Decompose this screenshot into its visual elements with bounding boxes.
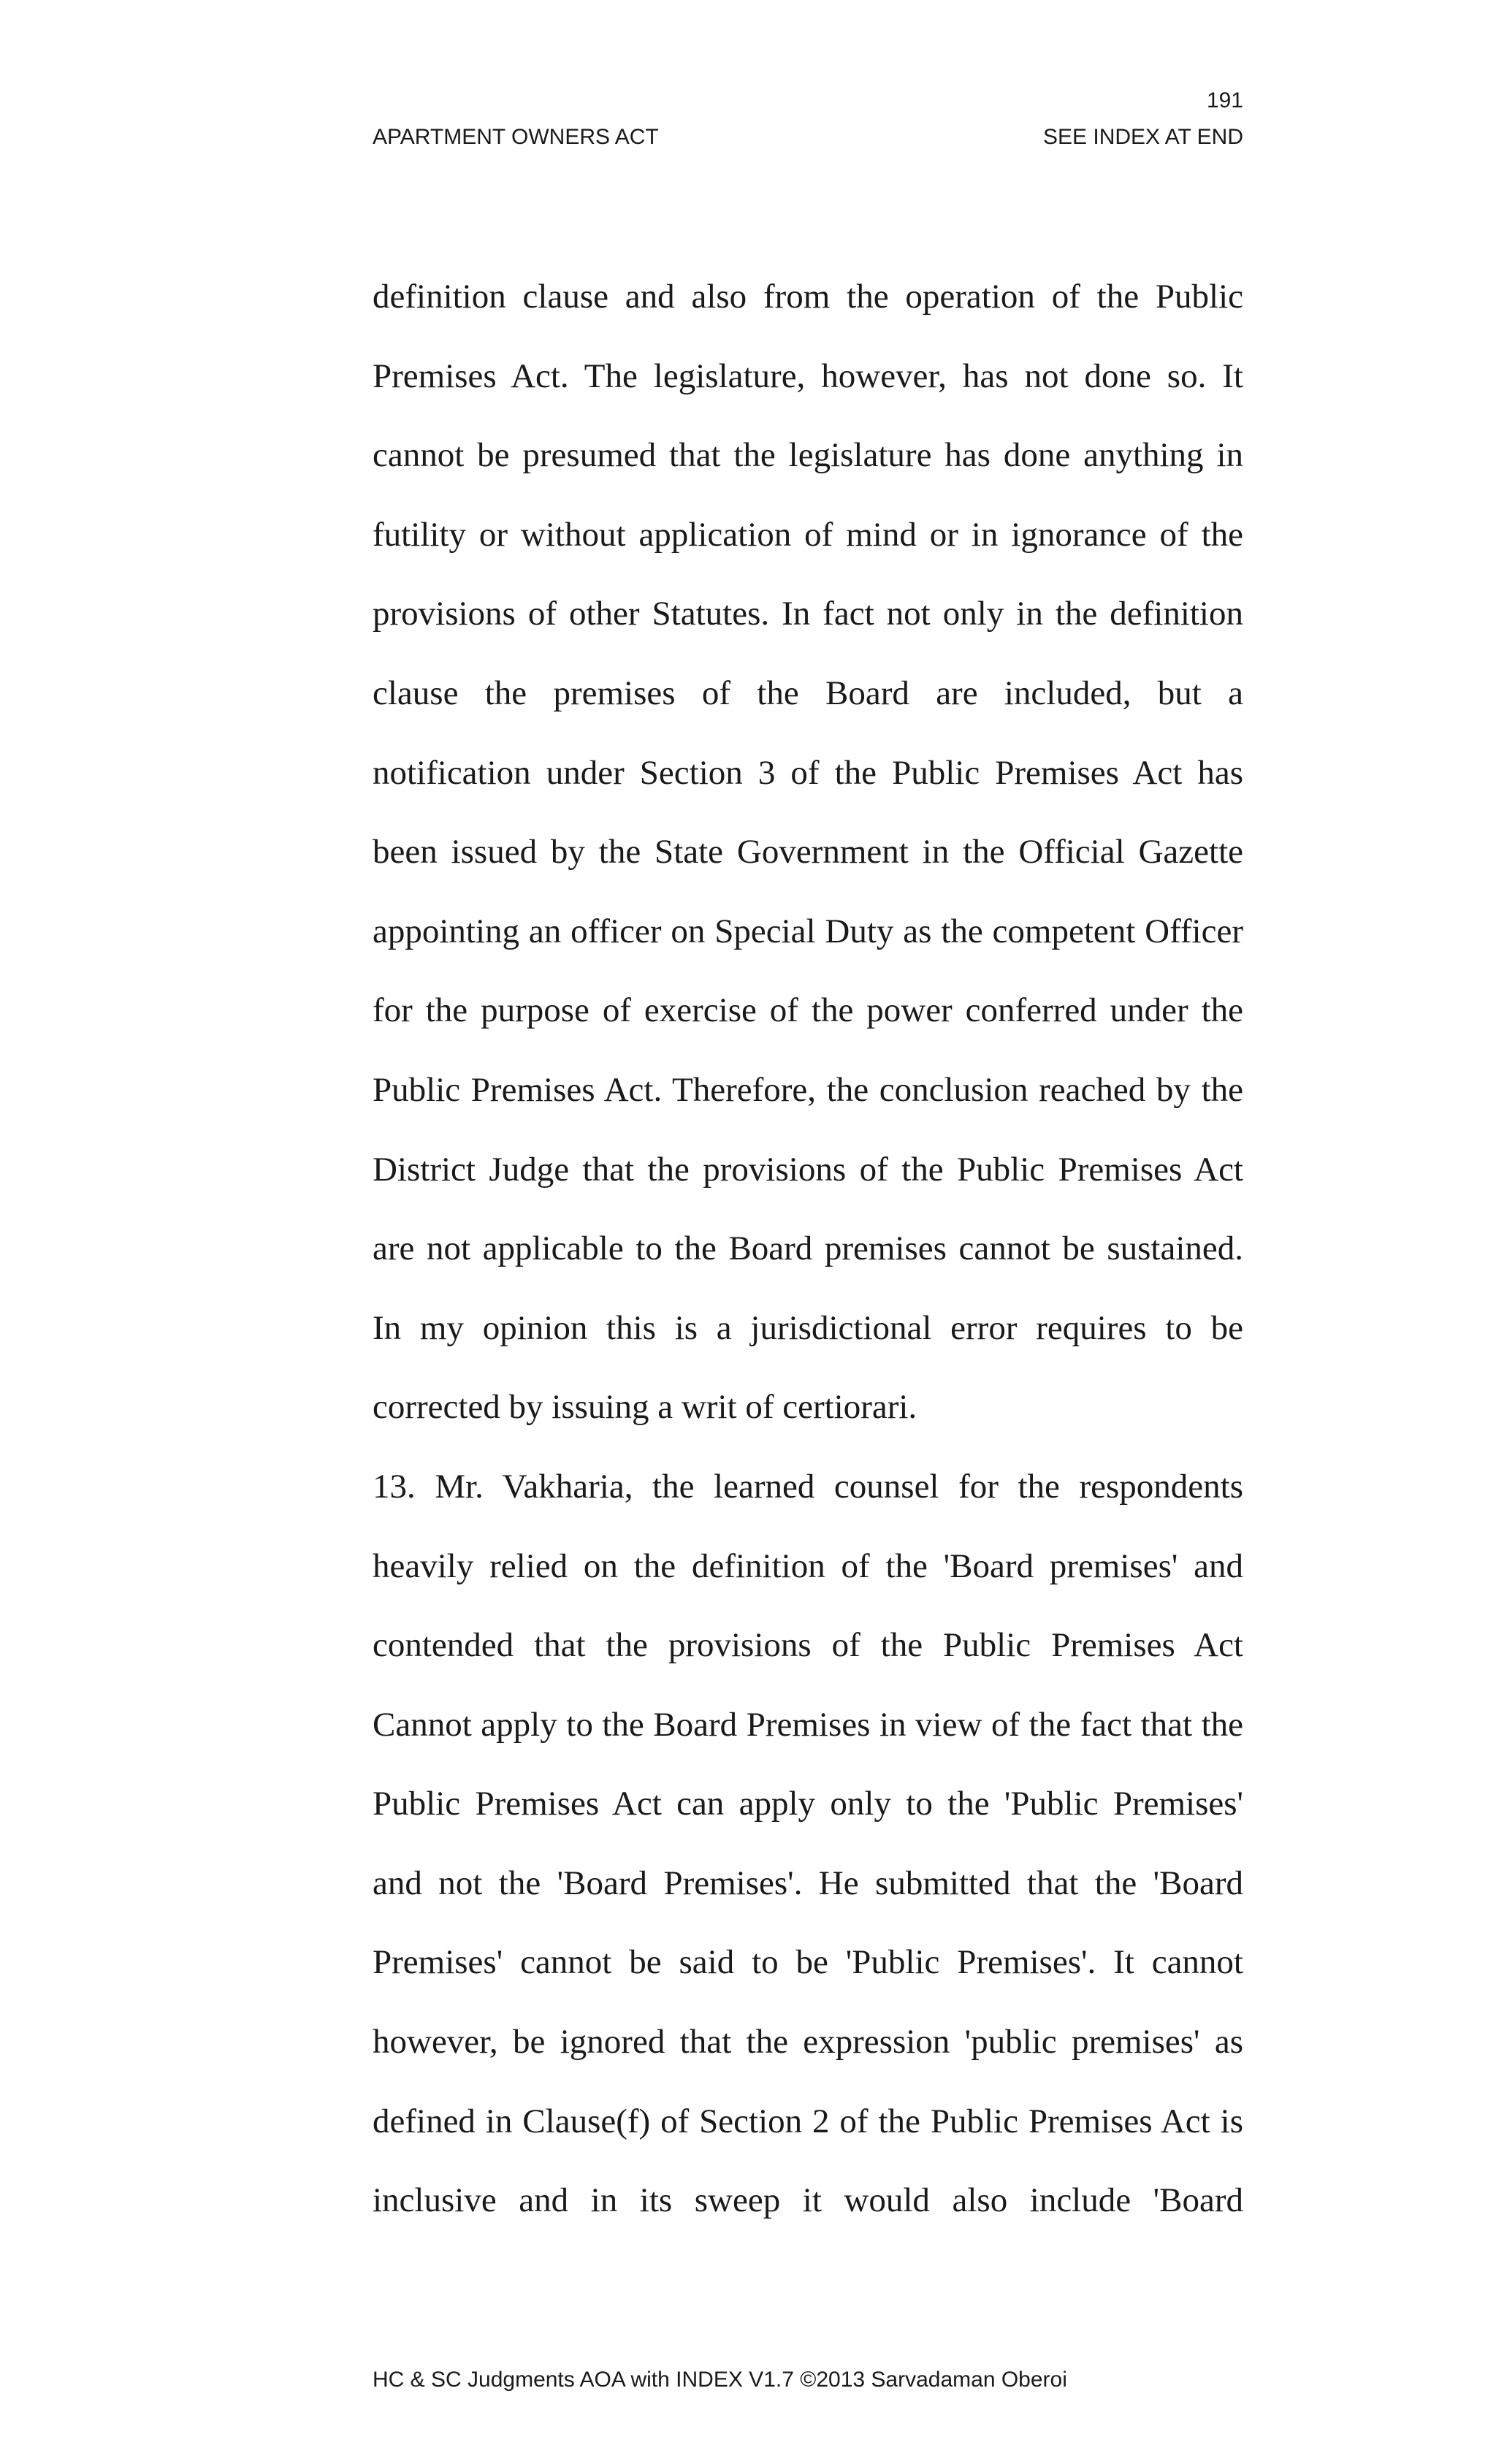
running-header-index-note: SEE INDEX AT END [1043,125,1243,149]
body-line: contended that the provisions of the Public Premises Act [373,1626,1243,1665]
body-line: Premises Act. The legislature, however, has not done so. It [373,356,1243,395]
page-footer: HC & SC Judgments AOA with INDEX V1.7 ©2013 Sarvadaman Oberoi [373,2368,1067,2392]
body-line: Public Premises Act. Therefore, the conclusion reached by the [373,1070,1243,1109]
body-line: however, be ignored that the expression 'public premises' as [373,2023,1243,2061]
page-number: 191 [1206,88,1243,112]
body-line: corrected by issuing a writ of certiorari. [373,1388,917,1427]
body-line: and not the 'Board Premises'. He submitted that the 'Board [373,1864,1243,1902]
body-line: definition clause and also from the operation of the Public [373,278,1243,316]
running-header-title: APARTMENT OWNERS ACT [373,125,659,149]
body-line: defined in Clause(f) of Section 2 of the Public Premises Act is [373,2102,1243,2140]
body-line: 13. Mr. Vakharia, the learned counsel for the respondents [373,1467,1243,1506]
body-line: for the purpose of exercise of the power conferred under the [373,991,1243,1030]
body-line: Cannot apply to the Board Premises in view of the fact that the [373,1705,1243,1744]
body-line: In my opinion this is a jurisdictional error requires to be [373,1308,1243,1347]
body-line: been issued by the State Government in the Official Gazette [373,833,1243,871]
body-line: clause the premises of the Board are included, but a [373,674,1243,712]
body-line: inclusive and in its sweep it would also include 'Board [373,2181,1243,2220]
body-text [373,257,1243,2240]
body-line: futility or without application of mind or in ignorance of the [373,515,1243,554]
body-line: District Judge that the provisions of the Public Premises Act [373,1150,1243,1189]
body-line: cannot be presumed that the legislature has done anything in [373,436,1243,475]
body-line: provisions of other Statutes. In fact not only in the definition [373,595,1243,633]
body-line: Premises' cannot be said to be 'Public Premises'. It cannot [373,1943,1243,1982]
body-line: appointing an officer on Special Duty as the competent Officer [373,912,1243,950]
body-line: heavily relied on the definition of the 'Board premises' and [373,1546,1243,1585]
body-line: are not applicable to the Board premises cannot be sustained. [373,1229,1243,1268]
body-line: notification under Section 3 of the Public Premises Act has [373,753,1243,792]
body-line: Public Premises Act can apply only to the 'Public Premises' [373,1785,1243,1823]
